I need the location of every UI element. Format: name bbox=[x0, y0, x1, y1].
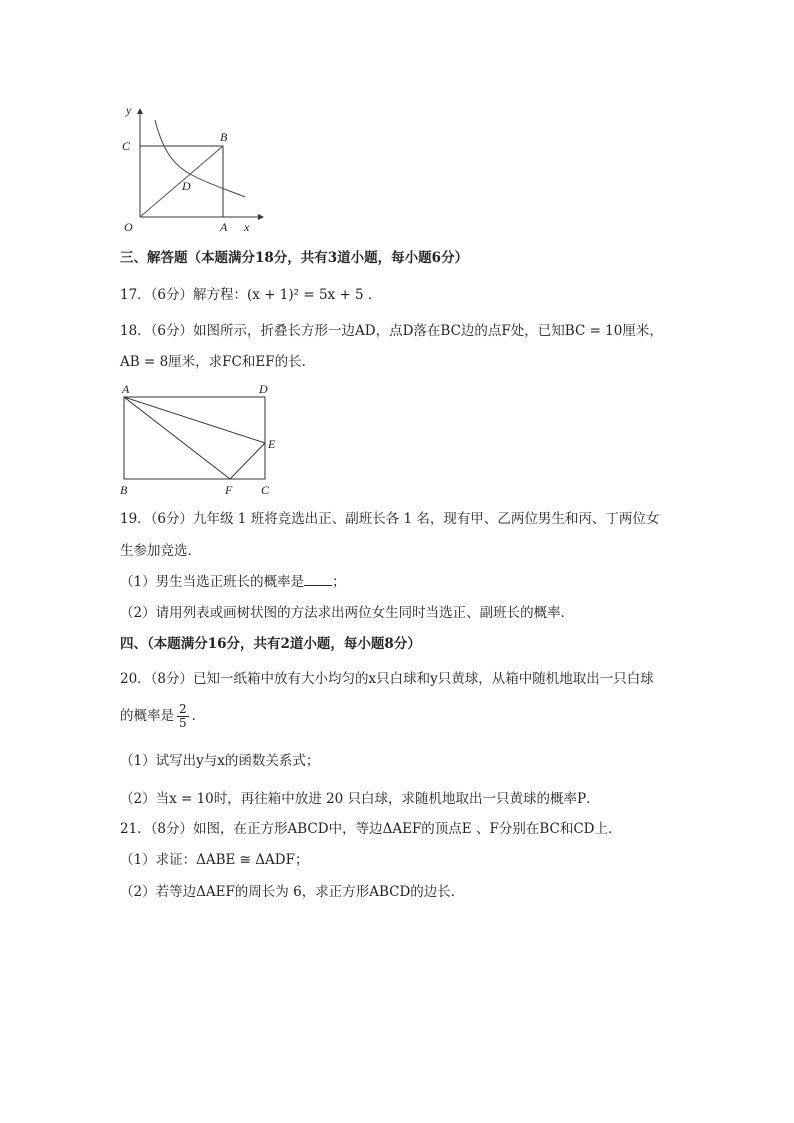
label-d: D bbox=[259, 382, 268, 396]
label-e: E bbox=[268, 437, 276, 451]
question-21-part2: （2）若等边ΔAEF的周长为 6，求正方形ABCD的边长． bbox=[120, 884, 465, 900]
question-20-line1: 20．（8分）已知一纸箱中放有大小均匀的x只白球和y只黄球，从箱中随机地取出一只白球 bbox=[120, 671, 654, 687]
question-19-part1 bbox=[120, 573, 346, 591]
fraction-two-fifths bbox=[177, 703, 189, 730]
label-x: x bbox=[244, 220, 250, 234]
segment-af bbox=[124, 397, 230, 479]
label-f: F bbox=[225, 483, 233, 497]
label-a: A bbox=[220, 220, 228, 234]
rectangle-fold-figure bbox=[112, 380, 287, 500]
fraction-numerator: 2 bbox=[179, 702, 187, 716]
section-4-heading: 四、（本题满分16分，共有2道小题，每小题8分） bbox=[120, 636, 421, 652]
q19-part1-end: ； bbox=[332, 574, 346, 590]
label-d: D bbox=[182, 179, 191, 193]
question-19-line2: 生参加竞选． bbox=[120, 543, 201, 559]
question-18-line1: 18．（6分）如图所示，折叠长方形一边AD，点D落在BC边的点F处，已知BC = 10厘米， bbox=[120, 323, 663, 339]
label-b: B bbox=[120, 483, 128, 497]
label-y: y bbox=[126, 103, 132, 117]
q20-line2-end: ． bbox=[191, 708, 206, 724]
label-c: C bbox=[122, 139, 131, 153]
label-o: O bbox=[124, 220, 133, 234]
question-21-part1: （1）求证：ΔABE ≅ ΔADF； bbox=[120, 852, 309, 868]
question-20-part1: （1）试写出y与x的函数关系式； bbox=[120, 753, 320, 769]
coordinate-figure bbox=[110, 100, 270, 235]
question-20-part2: （2）当x = 10时，再往箱中放进 20 只白球，求随机地取出一只黄球的概率P． bbox=[120, 791, 600, 807]
hyperbola-curve bbox=[155, 120, 245, 197]
label-c: C bbox=[261, 483, 270, 497]
question-18-line2: AB = 8厘米，求FC和EF的长． bbox=[120, 354, 316, 370]
question-19-part2: （2）请用列表或画树状图的方法求出两位女生同时当选正、副班长的概率． bbox=[120, 605, 575, 621]
segment-ae bbox=[124, 397, 265, 443]
question-19-line1: 19．（6分）九年级 1 班将竞选出正、副班长各 1 名，现有甲、乙两位男生和丙、丁两位女 bbox=[120, 511, 660, 527]
label-a: A bbox=[122, 382, 130, 396]
label-b: B bbox=[220, 130, 228, 144]
q19-part1-text: （1）男生当选正班长的概率是 bbox=[120, 574, 305, 590]
section-3-heading: 三、解答题（本题满分18分，共有3道小题，每小题6分） bbox=[120, 250, 469, 266]
segment-fe bbox=[230, 443, 265, 479]
question-20-line2 bbox=[120, 703, 205, 730]
question-17: 17．（6分）解方程：(x + 1)² = 5x + 5 ． bbox=[120, 287, 382, 303]
rectangle-abcd bbox=[124, 397, 265, 479]
q20-line2-text: 的概率是 bbox=[120, 708, 174, 724]
answer-blank bbox=[304, 573, 332, 586]
question-21-line1: 21．（8分）如图，在正方形ABCD中，等边ΔAEF的顶点E 、F分别在BC和CD上． bbox=[120, 821, 622, 837]
fraction-denominator: 5 bbox=[179, 716, 187, 730]
